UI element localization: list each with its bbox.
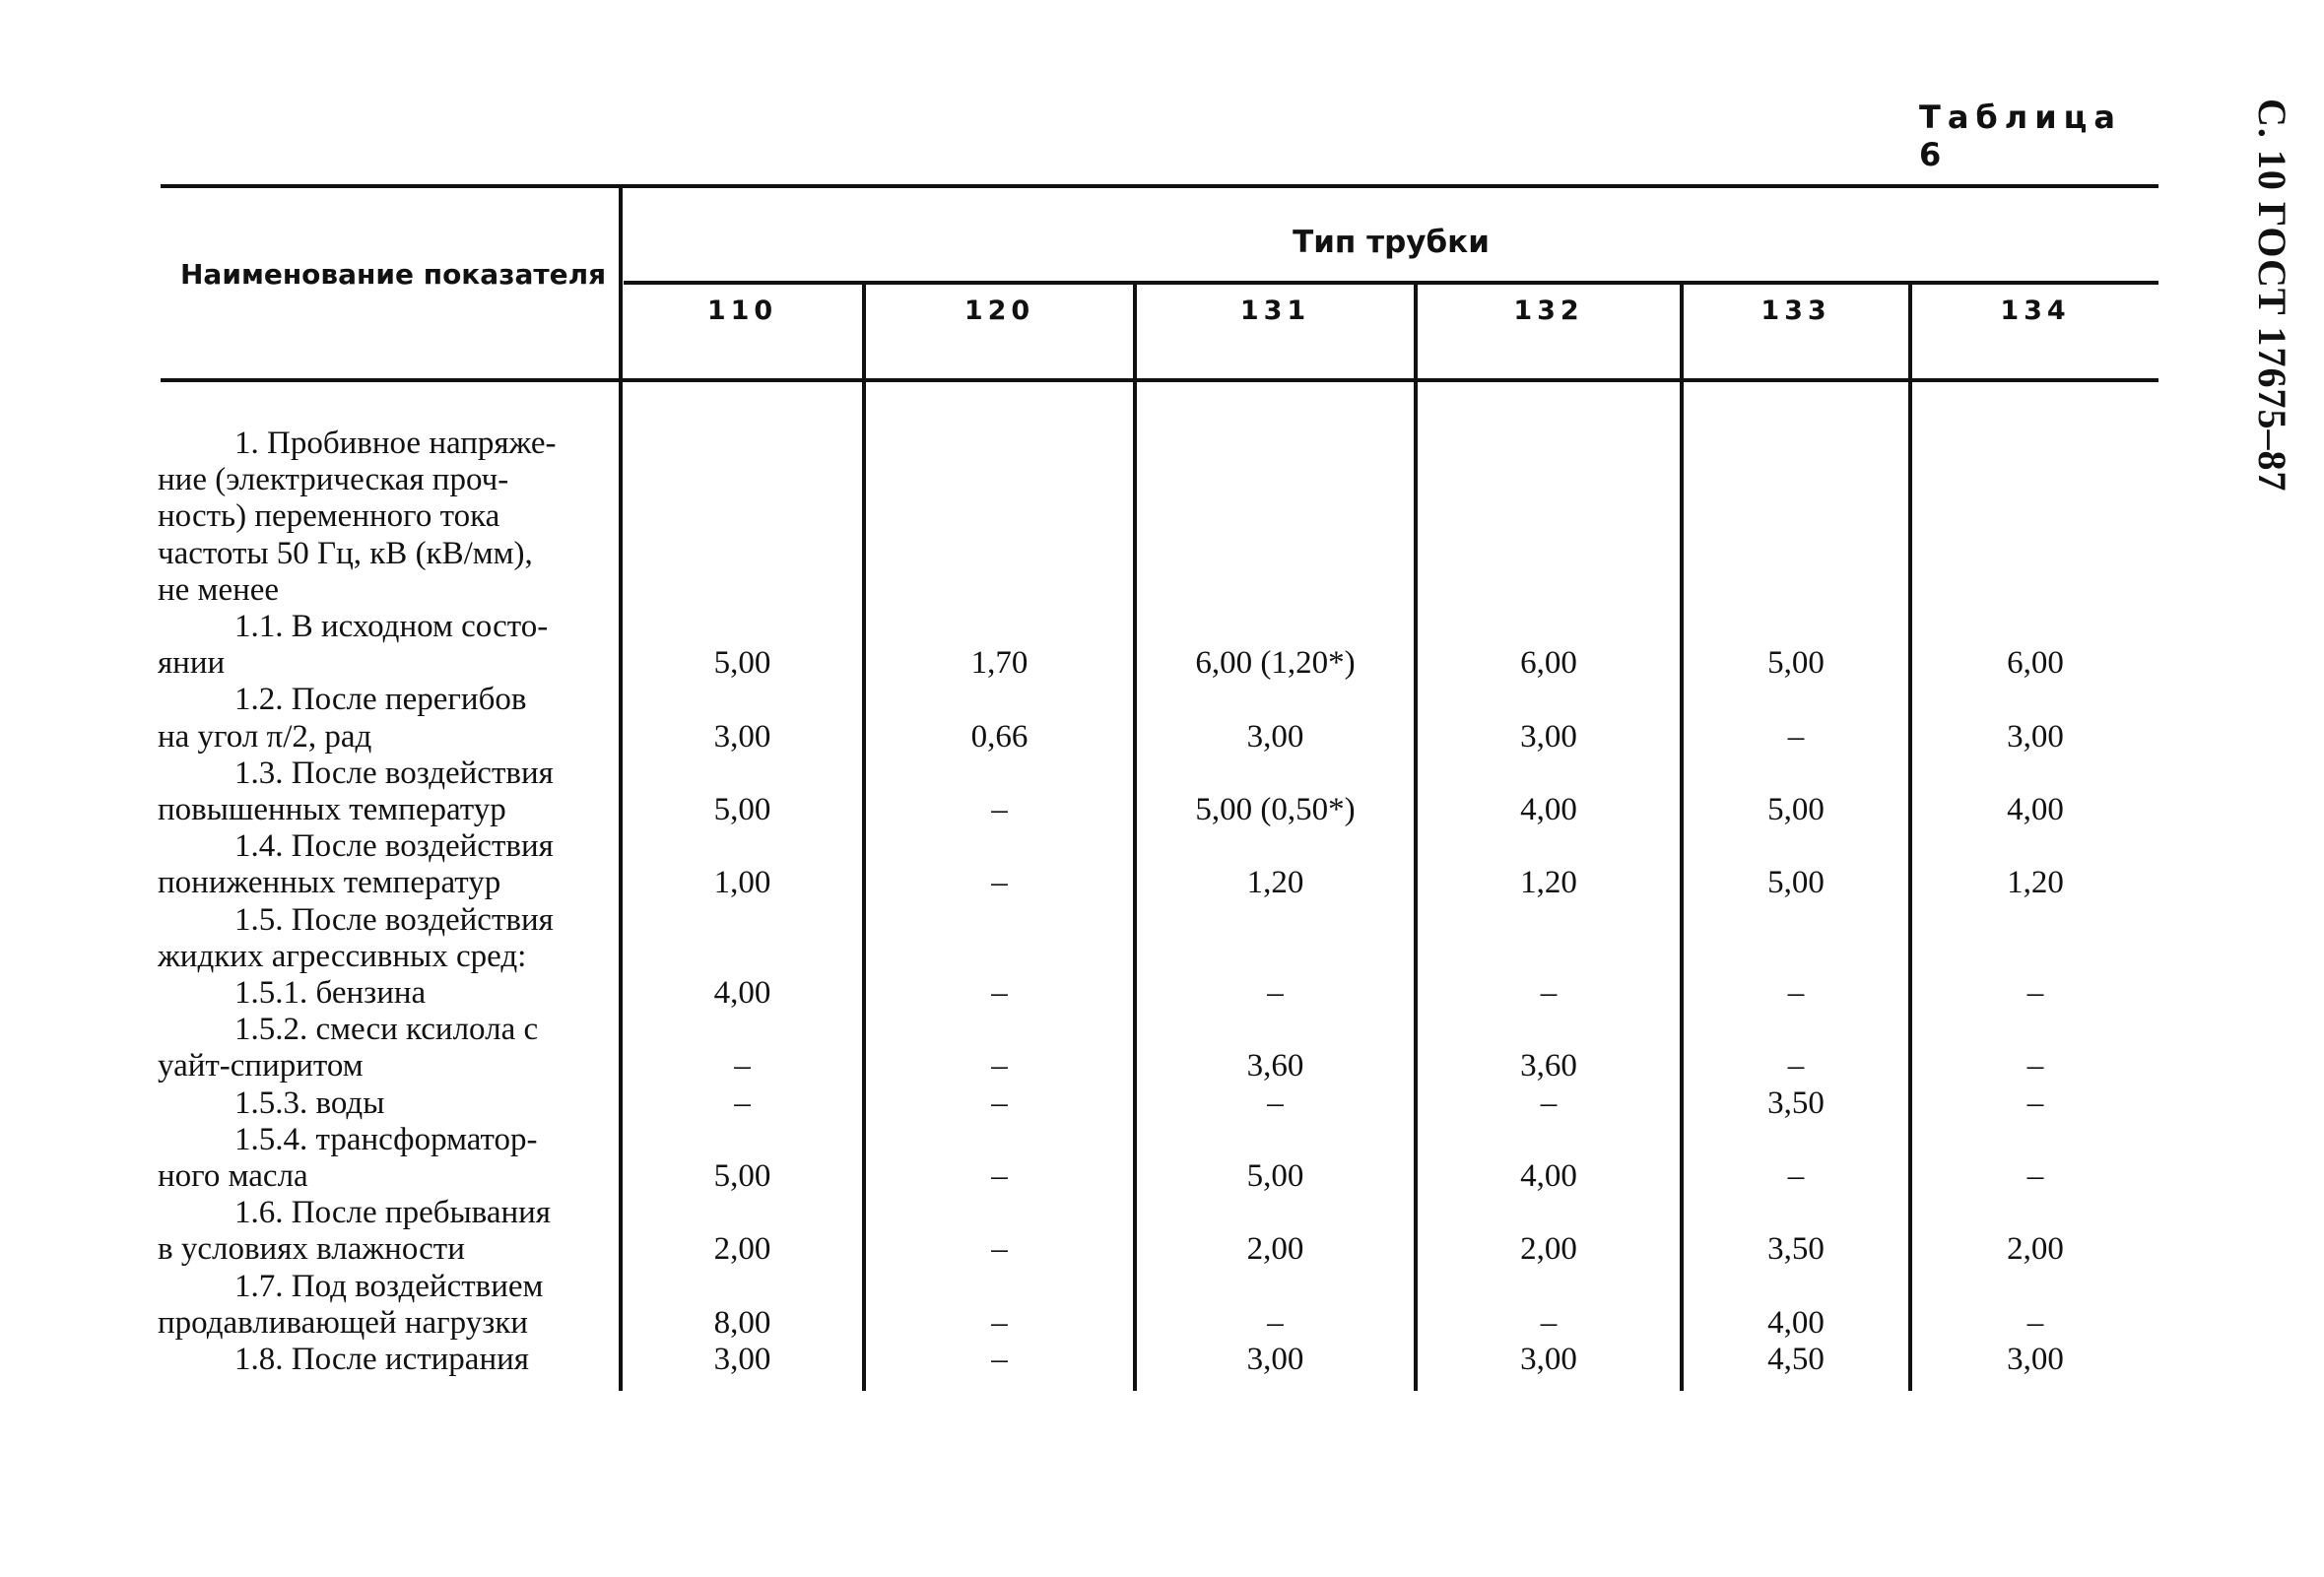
indicator-label: 1. Пробивное напряже- — [234, 426, 557, 461]
table-cell-value: – — [1267, 975, 1284, 1011]
table-cell-value: – — [991, 1231, 1008, 1268]
table-cell-value: – — [991, 1304, 1008, 1341]
table-cell-value: 4,00 — [1520, 792, 1577, 827]
indicator-label: 1.1. В исходном состо- — [234, 609, 549, 644]
table-cell-value: 3,00 — [1520, 718, 1577, 755]
table-cell-value: 2,00 — [713, 1231, 771, 1268]
indicator-label: в условиях влажности — [158, 1231, 465, 1268]
table-cell-value: 3,60 — [1246, 1048, 1304, 1084]
table-cell-value: 6,00 (1,20*) — [1195, 645, 1356, 682]
column-separator — [1133, 283, 1137, 1391]
table-cell-value: 5,00 — [1767, 792, 1825, 827]
table-cell-value: 3,60 — [1520, 1048, 1577, 1084]
table-cell-value: 8,00 — [713, 1304, 771, 1341]
table-cell-value: 6,00 — [1520, 645, 1577, 682]
table-cell-value: 3,00 — [1520, 1342, 1577, 1377]
table-cell-value: 0,66 — [970, 718, 1029, 755]
table-cell-value: 3,00 — [2007, 1342, 2064, 1377]
indicator-label: 1.5.1. бензина — [234, 975, 427, 1011]
indicator-label: жидких агрессивных сред: — [158, 938, 527, 974]
indicator-label: янии — [158, 645, 226, 682]
table-cell-value: 5,00 — [1767, 645, 1825, 682]
table-cell-value: 3,00 — [713, 718, 771, 755]
header-bottom-rule — [161, 378, 2158, 382]
table-cell-value: – — [1540, 1304, 1558, 1341]
table-cell-value: 6,00 — [2007, 645, 2064, 682]
table-cell-value: 4,00 — [1767, 1304, 1825, 1341]
table-cell-value: 5,00 — [1767, 865, 1825, 901]
table-cell-value: – — [734, 1084, 751, 1121]
table-cell-value: – — [1787, 1158, 1805, 1194]
table-cell-value: 1,20 — [1520, 865, 1577, 901]
indicator-label: пониженных температур — [158, 865, 501, 901]
table-cell-value: 2,00 — [1520, 1231, 1577, 1268]
table-cell-value: – — [2026, 1048, 2044, 1084]
indicator-label: 1.5.3. воды — [234, 1084, 385, 1121]
indicator-label: 1.6. После пребывания — [234, 1195, 551, 1231]
indicator-label: 1.4. После воздействия — [234, 828, 554, 865]
table-cell-value: – — [2026, 1304, 2044, 1341]
column-separator — [1414, 283, 1418, 1391]
indicator-label: не менее — [158, 571, 280, 608]
table-cell-value: – — [991, 975, 1008, 1011]
table-cell-value: 3,00 — [713, 1342, 771, 1377]
indicator-label: 1.3. После воздействия — [234, 755, 554, 791]
tube-type-column-header: 131 — [1239, 296, 1311, 326]
indicator-label: ность) переменного тока — [158, 498, 500, 535]
table-cell-value: 5,00 — [1246, 1158, 1304, 1194]
table-cell-value: – — [1540, 1084, 1558, 1121]
table-cell-value: 5,00 — [713, 792, 771, 827]
table-cell-value: – — [2026, 975, 2044, 1011]
indicator-label: 1.5.4. трансформатор- — [234, 1121, 538, 1157]
table-cell-value: 3,00 — [1246, 718, 1304, 755]
table-cell-value: 3,00 — [1246, 1342, 1304, 1377]
table-cell-value: 1,70 — [970, 645, 1029, 682]
tube-type-column-header: 132 — [1513, 296, 1584, 326]
tube-type-column-header: 110 — [706, 296, 778, 326]
indicator-label: ние (электрическая проч- — [158, 462, 509, 498]
indicator-label: 1.8. После истирания — [234, 1342, 529, 1377]
table-cell-value: – — [1787, 1048, 1805, 1084]
table-cell-value: 1,20 — [1246, 865, 1304, 901]
table-cell-value: – — [2026, 1158, 2044, 1194]
indicator-label: на угол π/2, рад — [158, 718, 372, 755]
tube-type-group-header: Тип трубки — [1293, 225, 1490, 260]
table-cell-value: 5,00 — [713, 645, 771, 682]
table-cell-value: 5,00 (0,50*) — [1195, 792, 1356, 827]
tube-type-column-header: 133 — [1760, 296, 1831, 326]
table-cell-value: 4,50 — [1767, 1342, 1825, 1377]
table-cell-value: 3,50 — [1767, 1084, 1825, 1121]
tube-type-column-header: 134 — [2000, 296, 2071, 326]
table-cell-value: – — [991, 1084, 1008, 1121]
table-cell-value: 3,50 — [1767, 1231, 1825, 1268]
table-cell-value: – — [991, 1158, 1008, 1194]
table-cell-value: – — [1540, 975, 1558, 1011]
table-cell-value: 2,00 — [2007, 1231, 2064, 1268]
indicator-label: 1.7. Под воздействием — [234, 1268, 544, 1304]
group-header-rule — [624, 281, 2158, 285]
indicator-label: повышенных температур — [158, 792, 506, 827]
table-cell-value: – — [991, 792, 1008, 827]
table-cell-value: – — [1787, 718, 1805, 755]
table-title: Таблица 6 — [1919, 99, 2122, 173]
table-cell-value: 1,20 — [2007, 865, 2064, 901]
tube-type-column-header: 120 — [963, 296, 1035, 326]
indicator-label: продавливающей нагрузки — [158, 1304, 528, 1341]
table-cell-value: 4,00 — [1520, 1158, 1577, 1194]
indicator-label: уайт-спиритом — [158, 1048, 364, 1084]
table-cell-value: – — [1267, 1084, 1284, 1121]
table-cell-value: 5,00 — [713, 1158, 771, 1194]
table-cell-value: – — [2026, 1084, 2044, 1121]
column-separator — [862, 283, 866, 1391]
table-cell-value: – — [991, 865, 1008, 901]
page-side-header: С. 10 ГОСТ 17675–87 — [2250, 99, 2294, 493]
indicator-column-header: Наименование показателя — [180, 258, 607, 291]
table-top-rule — [161, 184, 2158, 188]
table-cell-value: 1,00 — [713, 865, 771, 901]
indicator-label: 1.5. После воздействия — [234, 901, 554, 938]
indicator-label: частоты 50 Гц, кВ (кВ/мм), — [158, 535, 533, 571]
table-cell-value: – — [1267, 1304, 1284, 1341]
table-cell-value: – — [991, 1342, 1008, 1377]
table-cell-value: 3,00 — [2007, 718, 2064, 755]
column-separator — [1680, 283, 1684, 1391]
table-cell-value: – — [734, 1048, 751, 1084]
indicator-label: 1.2. После перегибов — [234, 682, 527, 718]
table-cell-value: – — [1787, 975, 1805, 1011]
column-separator — [619, 184, 623, 1391]
indicator-label: ного масла — [158, 1158, 308, 1194]
column-separator — [1908, 283, 1912, 1391]
table-cell-value: 4,00 — [2007, 792, 2064, 827]
indicator-label: 1.5.2. смеси ксилола с — [234, 1012, 539, 1048]
table-cell-value: 2,00 — [1246, 1231, 1304, 1268]
table-cell-value: 4,00 — [713, 975, 771, 1011]
table-cell-value: – — [991, 1048, 1008, 1084]
